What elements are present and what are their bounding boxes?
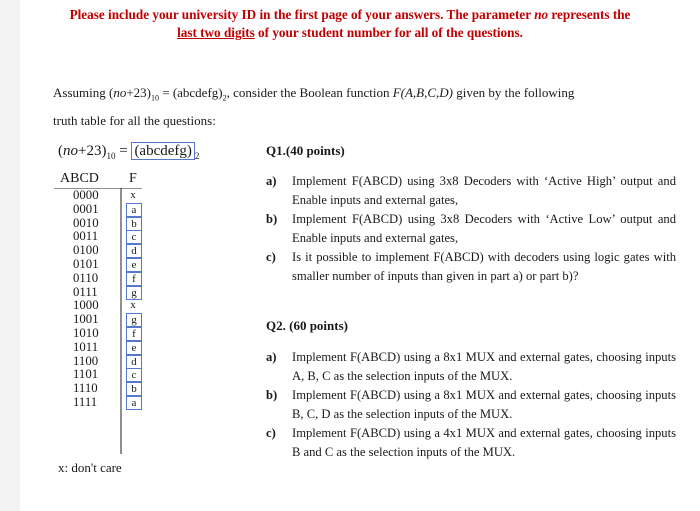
q1-title: Q1.(40 points) bbox=[266, 143, 345, 158]
intro-part: , consider the Boolean function bbox=[226, 85, 393, 100]
truth-table-row bbox=[73, 312, 137, 327]
notice-text-end: represents the bbox=[548, 7, 631, 22]
truth-table-abcd: 0001 bbox=[73, 201, 99, 216]
formula bbox=[58, 143, 199, 161]
truth-table-f: a bbox=[126, 203, 142, 217]
truth-table-row bbox=[73, 367, 137, 382]
truth-table-row bbox=[73, 256, 137, 272]
intro-part: Assuming ( bbox=[53, 85, 114, 100]
truth-table-abcd: 0100 bbox=[73, 243, 99, 258]
formula-part: ( bbox=[58, 143, 63, 159]
truth-table-row bbox=[73, 394, 137, 410]
document-page bbox=[20, 0, 700, 511]
formula-part: +23) bbox=[78, 143, 107, 159]
intro-part: +23) bbox=[126, 85, 151, 100]
formula-part: = bbox=[115, 143, 132, 159]
truth-table-abcd: 1010 bbox=[73, 325, 99, 340]
truth-table-abcd: 1110 bbox=[73, 381, 98, 396]
notice-underlined: last two digits bbox=[177, 25, 255, 40]
truth-table-f: c bbox=[126, 368, 142, 382]
truth-table-row bbox=[73, 339, 137, 355]
question-label: b) bbox=[266, 388, 278, 402]
truth-table-row bbox=[73, 284, 137, 300]
intro-line-2: truth table for all the questions: bbox=[53, 112, 216, 128]
truth-table-f: e bbox=[126, 341, 142, 355]
truth-table-abcd: 1101 bbox=[73, 367, 99, 382]
truth-table-f: e bbox=[126, 258, 142, 272]
truth-table-f: g bbox=[126, 313, 142, 327]
truth-table-f: b bbox=[126, 382, 142, 396]
intro-args: (A,B,C,D) bbox=[400, 85, 454, 100]
question-item bbox=[266, 386, 676, 424]
question-label: a) bbox=[266, 350, 277, 364]
formula-sub: 10 bbox=[106, 151, 116, 161]
truth-table-f: d bbox=[126, 355, 142, 369]
truth-table-f: x bbox=[130, 189, 136, 201]
intro-paragraph bbox=[53, 82, 673, 132]
intro-param: no bbox=[113, 85, 127, 100]
truth-table-abcd: 0111 bbox=[73, 284, 98, 299]
question-text: Is it possible to implement F(ABCD) with decoders using logic gates with smaller number of inputs than given in part a) or part b)? bbox=[292, 250, 676, 283]
q1-list bbox=[266, 172, 676, 286]
intro-line-1 bbox=[53, 82, 673, 110]
question-item bbox=[266, 172, 676, 210]
notice-line2-text: of your student number for all of the questions. bbox=[254, 25, 523, 40]
truth-table-abcd: 0011 bbox=[73, 229, 99, 244]
truth-table-f: g bbox=[126, 286, 142, 300]
truth-table-abcd: 1011 bbox=[73, 339, 99, 354]
question-label: a) bbox=[266, 174, 277, 188]
intro-function: F bbox=[392, 85, 401, 100]
question-text: Implement F(ABCD) using 3x8 Decoders with ‘Active High’ output and Enable inputs and external gates, bbox=[292, 174, 676, 207]
truth-table-header-abcd: ABCD bbox=[60, 171, 99, 186]
formula-boxed: (abcdefg) bbox=[131, 142, 194, 160]
question-item bbox=[266, 424, 676, 462]
question-item bbox=[266, 248, 676, 286]
truth-table-row bbox=[73, 270, 136, 286]
truth-table-row bbox=[73, 188, 136, 203]
truth-table-row bbox=[73, 353, 137, 369]
truth-table-f: f bbox=[126, 272, 142, 286]
intro-part: given by the following bbox=[453, 85, 575, 100]
intro-part: = (abcdefg) bbox=[158, 85, 223, 100]
truth-table-row bbox=[73, 229, 137, 244]
question-label: c) bbox=[266, 250, 276, 264]
question-label: b) bbox=[266, 212, 278, 226]
truth-table-f: x bbox=[130, 299, 136, 312]
notice-text: Please include your university ID in the first page of your answers. The parameter bbox=[69, 7, 535, 22]
notice-line-1 bbox=[20, 6, 680, 24]
truth-table-row bbox=[73, 325, 136, 341]
truth-table-abcd: 0110 bbox=[73, 270, 99, 285]
notice-line-2 bbox=[20, 24, 680, 42]
question-text: Implement F(ABCD) using a 8x1 MUX and external gates, choosing inputs B, C, D as the selection inputs of the MUX. bbox=[292, 388, 676, 421]
q2-title: Q2. (60 points) bbox=[266, 318, 348, 333]
truth-table-f: c bbox=[126, 230, 142, 244]
truth-table-f: a bbox=[126, 396, 142, 410]
question-text: Implement F(ABCD) using a 8x1 MUX and external gates, choosing inputs A, B, C as the selection inputs of the MUX. bbox=[292, 350, 676, 383]
question-item bbox=[266, 210, 676, 248]
truth-table-row bbox=[73, 215, 137, 231]
truth-table-abcd: 1111 bbox=[73, 394, 98, 409]
truth-table-f: f bbox=[126, 327, 142, 341]
truth-table-row bbox=[73, 381, 137, 396]
formula-sub: 2 bbox=[194, 151, 200, 161]
question-item bbox=[266, 348, 676, 386]
formula-param: no bbox=[63, 143, 78, 159]
truth-table-abcd: 1100 bbox=[73, 353, 99, 368]
truth-table-body bbox=[73, 188, 137, 410]
truth-table-abcd: 0010 bbox=[73, 215, 99, 230]
notice-param: no bbox=[534, 7, 549, 22]
question-text: Implement F(ABCD) using 3x8 Decoders with ‘Active Low’ output and Enable inputs and external gates, bbox=[292, 212, 676, 245]
dont-care-note: x: don't care bbox=[58, 460, 122, 475]
truth-table-f: b bbox=[126, 217, 142, 231]
intro-sub: 2 bbox=[222, 93, 227, 103]
q2-list bbox=[266, 348, 676, 462]
question-label: c) bbox=[266, 426, 276, 440]
truth-table-abcd: 1000 bbox=[73, 298, 99, 313]
truth-table-row bbox=[73, 243, 137, 258]
truth-table-header-f: F bbox=[129, 171, 137, 186]
truth-table-abcd: 0000 bbox=[73, 188, 99, 202]
truth-table-f: d bbox=[126, 244, 142, 258]
truth-table-row bbox=[73, 201, 137, 217]
red-notice bbox=[20, 6, 680, 42]
truth-table-row bbox=[73, 298, 136, 313]
intro-sub: 10 bbox=[150, 93, 159, 103]
question-text: Implement F(ABCD) using a 4x1 MUX and external gates, choosing inputs B and C as the selection inputs of the MUX. bbox=[292, 426, 676, 459]
truth-table-abcd: 0101 bbox=[73, 256, 99, 271]
truth-table-abcd: 1001 bbox=[73, 312, 99, 327]
